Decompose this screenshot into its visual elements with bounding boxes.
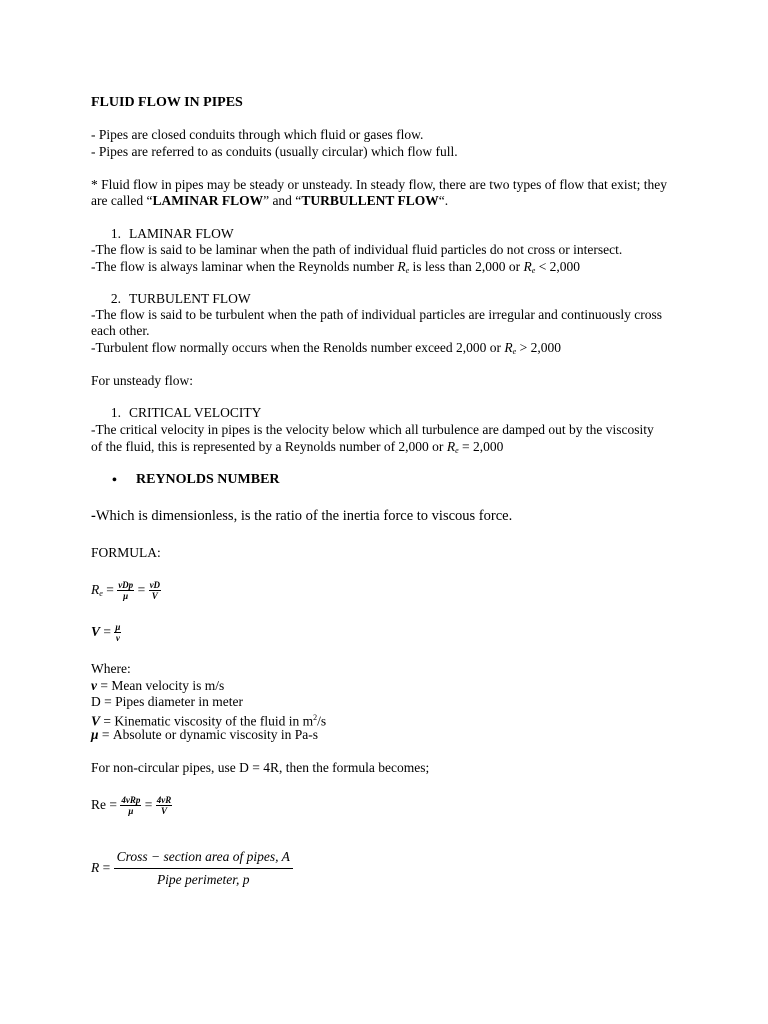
critical-line-1: -The critical velocity in pipes is the velocity below which all turbulence are damped out by the viscosity <box>91 422 654 437</box>
laminar-line-1: -The flow is said to be laminar when the path of individual fluid particles do not cross or intersect. <box>91 242 623 257</box>
turbulent-line-2: each other. <box>91 323 150 338</box>
hydraulic-radius-formula: R = Cross − section area of pipes, A Pipe perimeter, p <box>91 848 293 889</box>
where-v: v = Mean velocity is m/s <box>91 678 225 693</box>
turbulent-line-3: -Turbulent flow normally occurs when the Renolds number exceed 2,000 or $R_e > 2,000$ <box>91 340 561 356</box>
reynolds-heading: REYNOLDS NUMBER <box>136 472 280 487</box>
fraction-area-perimeter: Cross − section area of pipes, A Pipe perimeter, p <box>114 848 293 889</box>
unsteady-intro: For unsteady flow: <box>91 373 193 388</box>
intro-line-2: - Pipes are referred to as conduits (usually circular) which flow full. <box>91 144 458 159</box>
turbulent-flow-term: TURBULLENT FLOW <box>301 193 439 208</box>
turbulent-line-1: -The flow is said to be turbulent when the path of individual particles are irregular and continuously cross <box>91 307 662 322</box>
fraction-4vrp-mu: $\frac{\text{4vRp}}{\mu}$ <box>121 795 141 817</box>
laminar-flow-term: LAMINAR FLOW <box>152 193 264 208</box>
formula-label: FORMULA: <box>91 545 161 560</box>
where-kinematic: V = Kinematic viscosity of the fluid in $m^2/s$ <box>91 713 327 729</box>
fraction-4vr-v: $\frac{4vR}{V}$ <box>156 795 172 817</box>
where-mu: μ = Absolute or dynamic viscosity in Pa-s <box>91 727 318 742</box>
where-label: Where: <box>91 661 131 676</box>
critical-velocity-heading: 1. CRITICAL VELOCITY <box>110 405 262 420</box>
reynolds-description: -Which is dimensionless, is the ratio of the inertia force to viscous force. <box>91 508 513 524</box>
reynolds-formula: $R_e$ = $\frac{\text{vDp}}{\mu}$ = $\frac{vD}{V}$ <box>91 580 161 602</box>
laminar-heading: 1. LAMINAR FLOW <box>110 226 234 241</box>
turbulent-heading: 2. TURBULENT FLOW <box>110 291 251 306</box>
where-d: D = Pipes diameter in meter <box>91 694 243 709</box>
noncircular-formula: Re = $\frac{\text{4vRp}}{\mu}$ = $\frac{4vR}{V}$ <box>91 795 172 817</box>
steady-line-1: * Fluid flow in pipes may be steady or unsteady. In steady flow, there are two types of flow that exist; they <box>91 177 667 192</box>
intro-line-1: - Pipes are closed conduits through which fluid or gases flow. <box>91 127 424 142</box>
page-title: FLUID FLOW IN PIPES <box>91 95 243 110</box>
steady-line-2: are called “LAMINAR FLOW” and “TURBULLENT FLOW“. <box>91 193 449 208</box>
bullet-icon: • <box>112 473 117 488</box>
fraction-vdp-mu: $\frac{\text{vDp}}{\mu}$ <box>118 580 134 602</box>
fraction-mu-v: $\frac{\mu}{v}$ <box>115 622 121 644</box>
noncircular-text: For non-circular pipes, use D = 4R, then the formula becomes; <box>91 760 430 775</box>
kinematic-formula: V = $\frac{\mu}{v}$ <box>91 622 121 644</box>
fraction-vd-v: $\frac{vD}{V}$ <box>149 580 161 602</box>
laminar-line-2: -The flow is always laminar when the Reynolds number $R_e$ is less than 2,000 or $R_e < 2,000$ <box>91 259 581 275</box>
critical-line-2: of the fluid, this is represented by a Reynolds number of 2,000 or $R_e = 2,000$ <box>91 439 504 455</box>
